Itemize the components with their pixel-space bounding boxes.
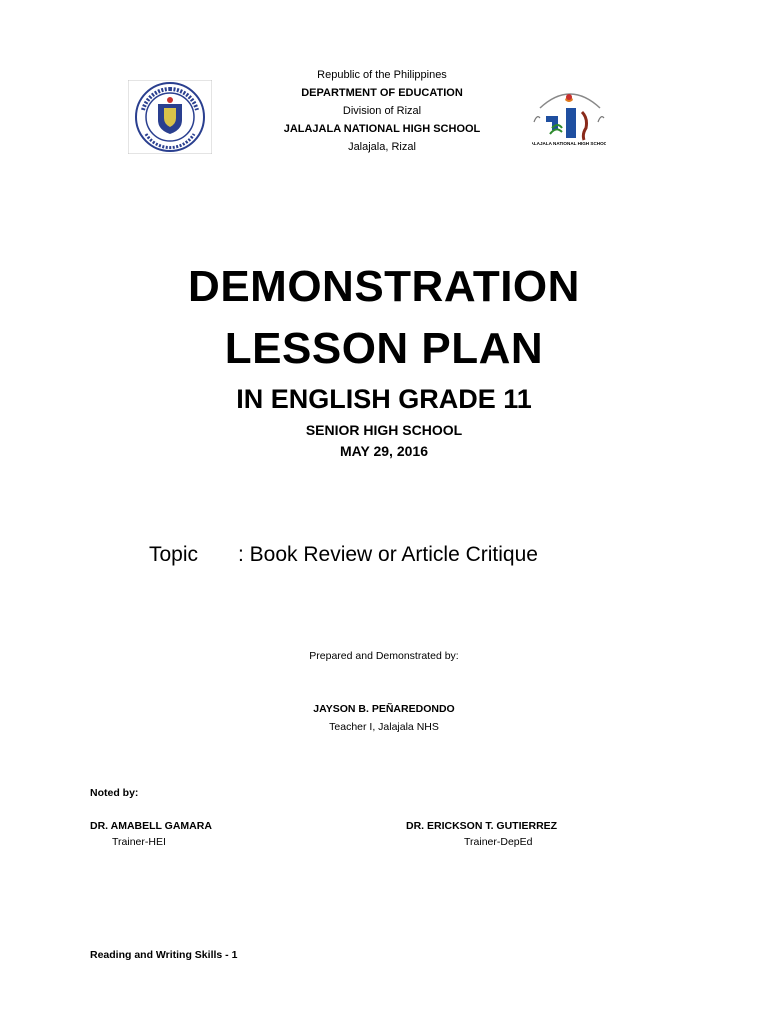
location-line: Jalajala, Rizal <box>348 141 416 153</box>
school-logo <box>532 82 606 148</box>
noter-right-name: DR. ERICKSON T. GUTIERREZ <box>406 820 558 832</box>
preparer-name: JAYSON B. PEÑAREDONDO <box>313 703 455 715</box>
school-level-line: SENIOR HIGH SCHOOL <box>305 422 463 438</box>
division-line: Division of Rizal <box>342 105 422 117</box>
republic-line: Republic of the Philippines <box>317 69 447 81</box>
title-line-2: LESSON PLAN <box>224 324 544 373</box>
topic-label: Topic <box>149 543 199 566</box>
topic-value: : Book Review or Article Critique <box>238 543 538 566</box>
noter-left-role: Trainer-HEI <box>112 836 166 848</box>
noted-label: Noted by: <box>90 787 139 799</box>
date-line: MAY 29, 2016 <box>340 443 428 459</box>
footer-text: Reading and Writing Skills - 1 <box>90 949 238 961</box>
prepared-label: Prepared and Demonstrated by: <box>309 650 459 662</box>
grade-line: IN ENGLISH GRADE 11 <box>236 384 532 414</box>
noter-left-name: DR. AMABELL GAMARA <box>90 820 212 832</box>
noter-right-role: Trainer-DepEd <box>464 836 533 848</box>
school-logo-caption: JALAJALA NATIONAL HIGH SCHOOL <box>532 141 606 146</box>
preparer-position: Teacher I, Jalajala NHS <box>329 721 439 733</box>
school-name-line: JALAJALA NATIONAL HIGH SCHOOL <box>283 123 481 135</box>
department-line: DEPARTMENT OF EDUCATION <box>301 87 463 99</box>
title-line-1: DEMONSTRATION <box>188 262 580 311</box>
